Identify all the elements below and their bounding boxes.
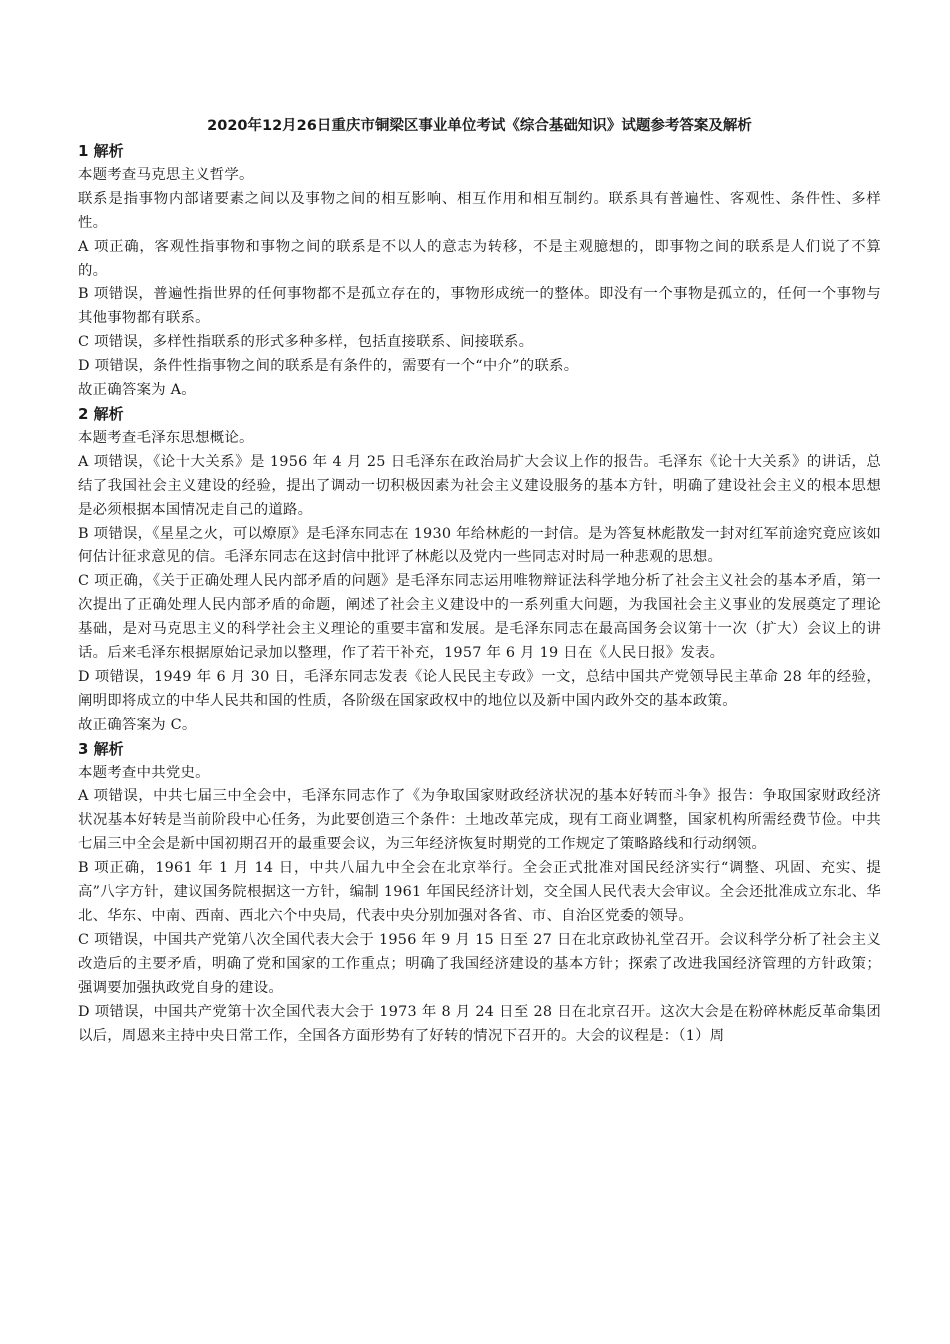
paragraph: A 项错误，中共七届三中全会中，毛泽东同志作了《为争取国家财政经济状况的基本好转而斗争》报告：争取国家财政经济状况基本好转是当前阶段中心任务，为此要创造三个条件：土地改革完成，现有工商业调整，国家机构所需经费节俭。中共七届三中全会是新中国初期召开的最重要会议，为三年经济恢复时期党的工作规定了策略路线和行动纲领。 (78, 788, 881, 853)
paragraph: 本题考查毛泽东思想概论。 (78, 429, 254, 446)
paragraph: A 项错误，《论十大关系》是 1956 年 4 月 25 日毛泽东在政治局扩大会议上作的报告。毛泽东《论十大关系》的讲话，总结了我国社会主义建设的经验，提出了调动一切积极因素为社会主义建设服务的基本方针，明确了建设社会主义的根本思想是必须根据本国情况走自己的道路。 (78, 453, 881, 518)
paragraph: B 项错误，《星星之火，可以燎原》是毛泽东同志在 1930 年给林彪的一封信。是为答复林彪散发一封对红军前途究竟应该如何估计征求意见的信。毛泽东同志在这封信中批评了林彪以及党内一些同志对时局一种悲观的思想。 (78, 525, 881, 566)
section-heading: 1 解析 (78, 142, 124, 160)
paragraph: D 项错误，1949 年 6 月 30 日，毛泽东同志发表《论人民民主专政》一文，总结中国共产党领导民主革命 28 年的经验，阐明即将成立的中华人民共和国的性质，各阶级在国家政权中的地位以及新中国内政外交的基本政策。 (78, 668, 881, 709)
section-heading: 2 解析 (78, 404, 124, 423)
paragraph: B 项正确，1961 年 1 月 14 日，中共八届九中全会在北京举行。全会正式批准对国民经济实行“调整、巩固、充实、提高”八字方针，建议国务院根据这一方针，编制 1961 年国民经济计划，交全国人民代表大会审议。全会还批准成立东北、华北、华东、中南、西南、西北六个中央局，代表中央分别加强对各省、市、自治区党委的领导。 (78, 860, 881, 924)
section-heading: 3 解析 (78, 739, 124, 758)
paragraph: 故正确答案为 C。 (78, 716, 197, 733)
paragraph: D 项错误，条件性指事物之间的联系是有条件的，需要有一个“中介”的联系。 (78, 358, 579, 375)
paragraph: A 项正确，客观性指事物和事物之间的联系是不以人的意志为转移，不是主观臆想的，即事物之间的联系是人们说了不算的。 (78, 238, 881, 279)
document-title: 2020年12月26日重庆市铜梁区事业单位考试《综合基础知识》试题参考答案及解析 (207, 118, 752, 134)
paragraph: 本题考查中共党史。 (78, 764, 210, 781)
paragraph: B 项错误，普遍性指世界的任何事物都不是孤立存在的，事物形成统一的整体。即没有一个事物是孤立的，任何一个事物与其他事物都有联系。 (78, 286, 881, 327)
paragraph: 本题考查马克思主义哲学。 (78, 166, 254, 183)
paragraph: 故正确答案为 A。 (78, 382, 196, 399)
paragraph: C 项错误，多样性指联系的形式多种多样，包括直接联系、间接联系。 (78, 334, 534, 351)
paragraph: D 项错误，中国共产党第十次全国代表大会于 1973 年 8 月 24 日至 28 日在北京召开。这次大会是在粉碎林彪反革命集团以后，周恩来主持中央日常工作，全国各方面形势有了好转的情况下召开的。大会的议程是：（1）周 (78, 1003, 881, 1044)
paragraph: C 项错误，中国共产党第八次全国代表大会于 1956 年 9 月 15 日至 27 日在北京政协礼堂召开。会议科学分析了社会主义改造后的主要矛盾，明确了党和国家的工作重点；明确了我国经济建设的基本方针；探索了改进我国经济管理的方针政策；强调要加强执政党自身的建设。 (78, 931, 881, 996)
document-page (78, 114, 881, 1048)
answer-section-2 (78, 403, 881, 738)
paragraph: 联系是指事物内部诸要素之间以及事物之间的相互影响、相互作用和相互制约。联系具有普遍性、客观性、条件性、多样性。 (78, 190, 881, 231)
paragraph: C 项正确，《关于正确处理人民内部矛盾的问题》是毛泽东同志运用唯物辩证法科学地分析了社会主义社会的基本矛盾，第一次提出了正确处理人民内部矛盾的命题，阐述了社会主义建设中的一系列重大问题，为我国社会主义事业的发展奠定了理论基础，是对马克思主义的科学社会主义理论的重要丰富和发展。是毛泽东同志在最高国务会议第十一次（扩大）会议上的讲话。后来毛泽东根据原始记录加以整理，作了若干补充，1957 年 6 月 19 日在《人民日报》发表。 (78, 573, 881, 662)
answer-section-1 (78, 140, 881, 403)
answer-section-3 (78, 738, 881, 1049)
